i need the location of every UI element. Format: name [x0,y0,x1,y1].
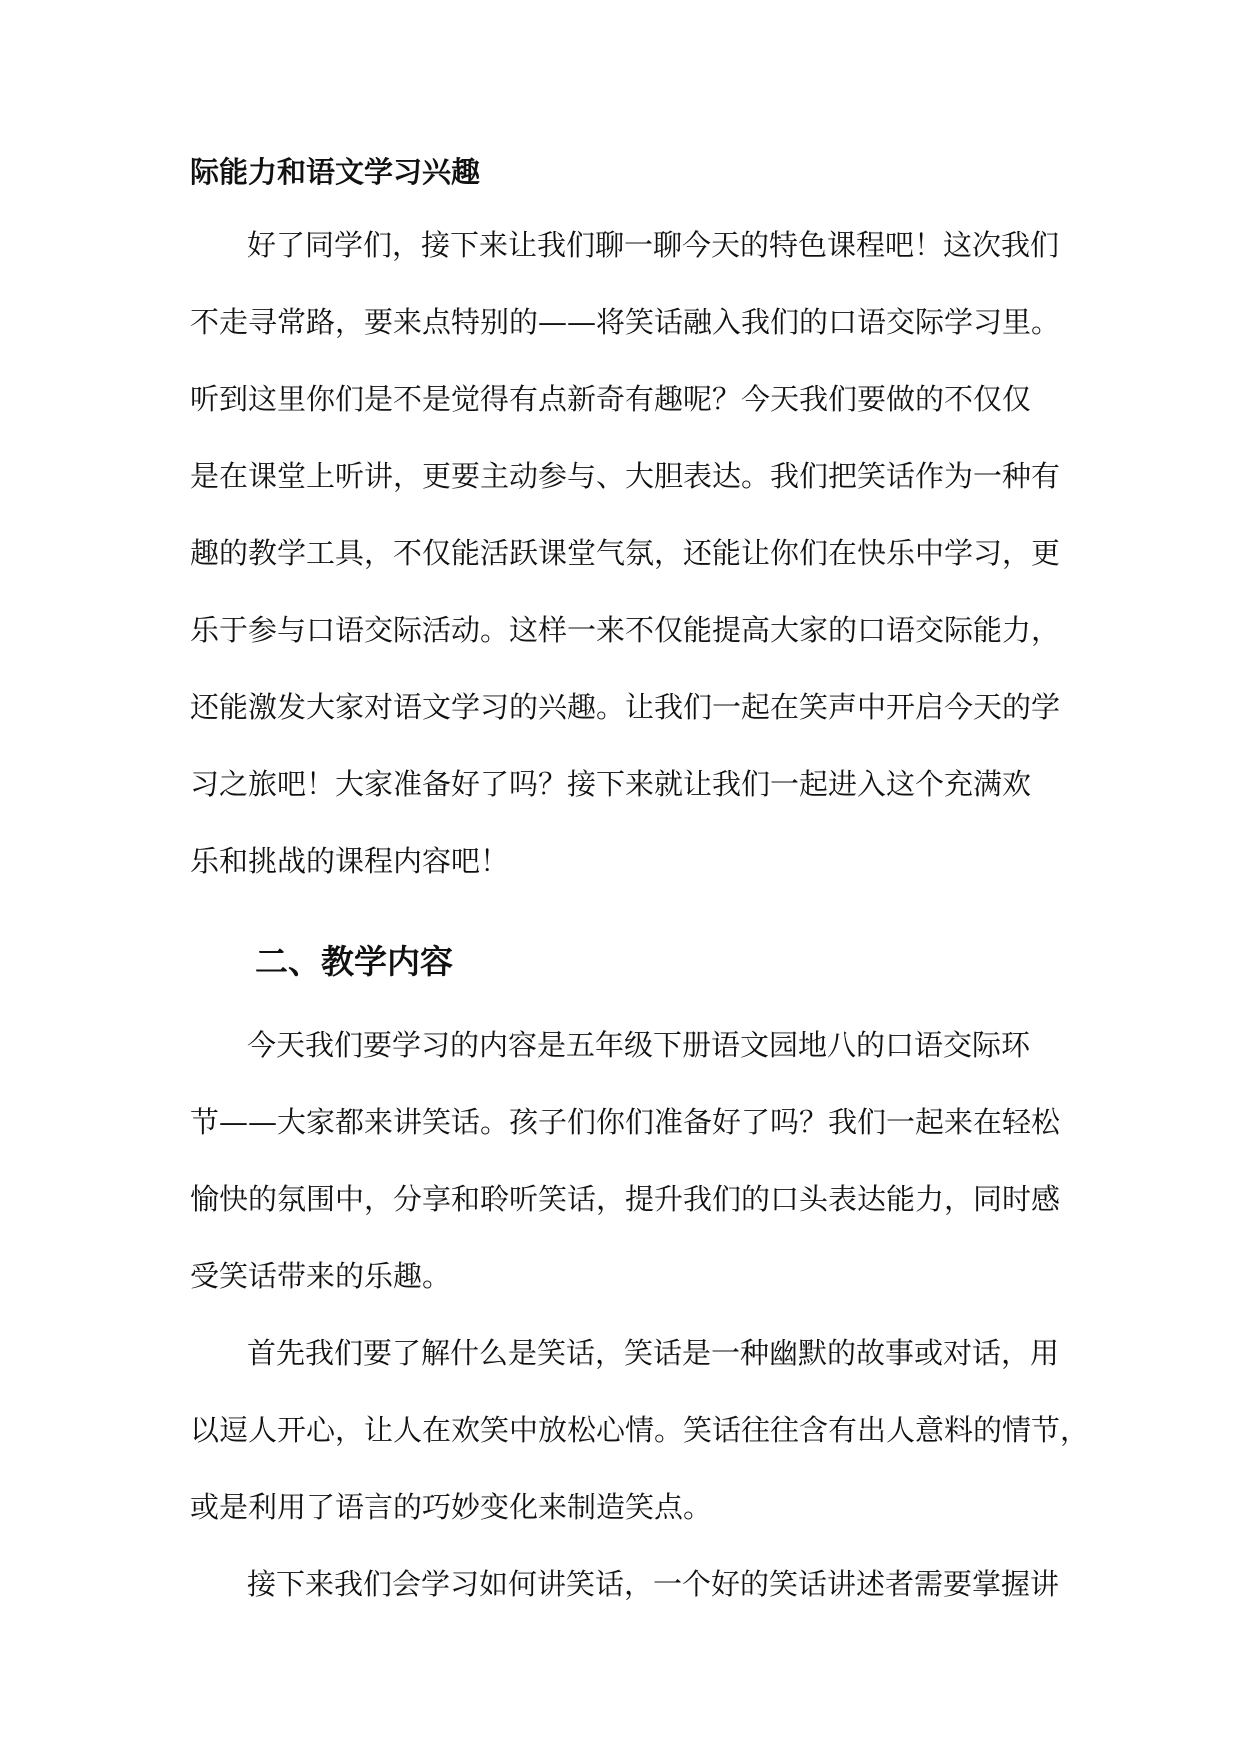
text-line: 愉快的氛围中，分享和聆听笑话，提升我们的口头表达能力，同时感 [190,1182,1061,1216]
text-line: 好了同学们，接下来让我们聊一聊今天的特色课程吧！这次我们 [247,228,1060,262]
text-line: 听到这里你们是不是觉得有点新奇有趣呢？今天我们要做的不仅仅 [190,382,1032,416]
text-line: 今天我们要学习的内容是五年级下册语文园地八的口语交际环 [247,1028,1031,1062]
text-line: 以逗人开心，让人在欢笑中放松心情。笑话往往含有出人意料的情节， [190,1413,1090,1447]
text-line: 乐和挑战的课程内容吧！ [190,844,510,878]
text-line: 是在课堂上听讲，更要主动参与、大胆表达。我们把笑话作为一种有 [190,459,1061,493]
text-line: 受笑话带来的乐趣。 [190,1259,452,1293]
text-line: 节——大家都来讲笑话。孩子们你们准备好了吗？我们一起来在轻松 [190,1105,1061,1139]
text-line: 习之旅吧！大家准备好了吗？接下来就让我们一起进入这个充满欢 [190,767,1032,801]
text-line: 或是利用了语言的巧妙变化来制造笑点。 [190,1490,713,1524]
text-line: 不走寻常路，要来点特别的——将笑话融入我们的口语交际学习里。 [190,305,1061,339]
text-line: 接下来我们会学习如何讲笑话，一个好的笑话讲述者需要掌握讲 [247,1567,1060,1601]
text-line: 还能激发大家对语文学习的兴趣。让我们一起在笑声中开启今天的学 [190,690,1061,724]
continued-heading: 际能力和语文学习兴趣 [190,155,481,189]
text-line: 趣的教学工具，不仅能活跃课堂气氛，还能让你们在快乐中学习，更 [190,536,1061,570]
section-heading: 二、教学内容 [255,942,453,981]
text-line: 首先我们要了解什么是笑话，笑话是一种幽默的故事或对话，用 [247,1336,1060,1370]
text-line: 乐于参与口语交际活动。这样一来不仅能提高大家的口语交际能力， [190,613,1061,647]
